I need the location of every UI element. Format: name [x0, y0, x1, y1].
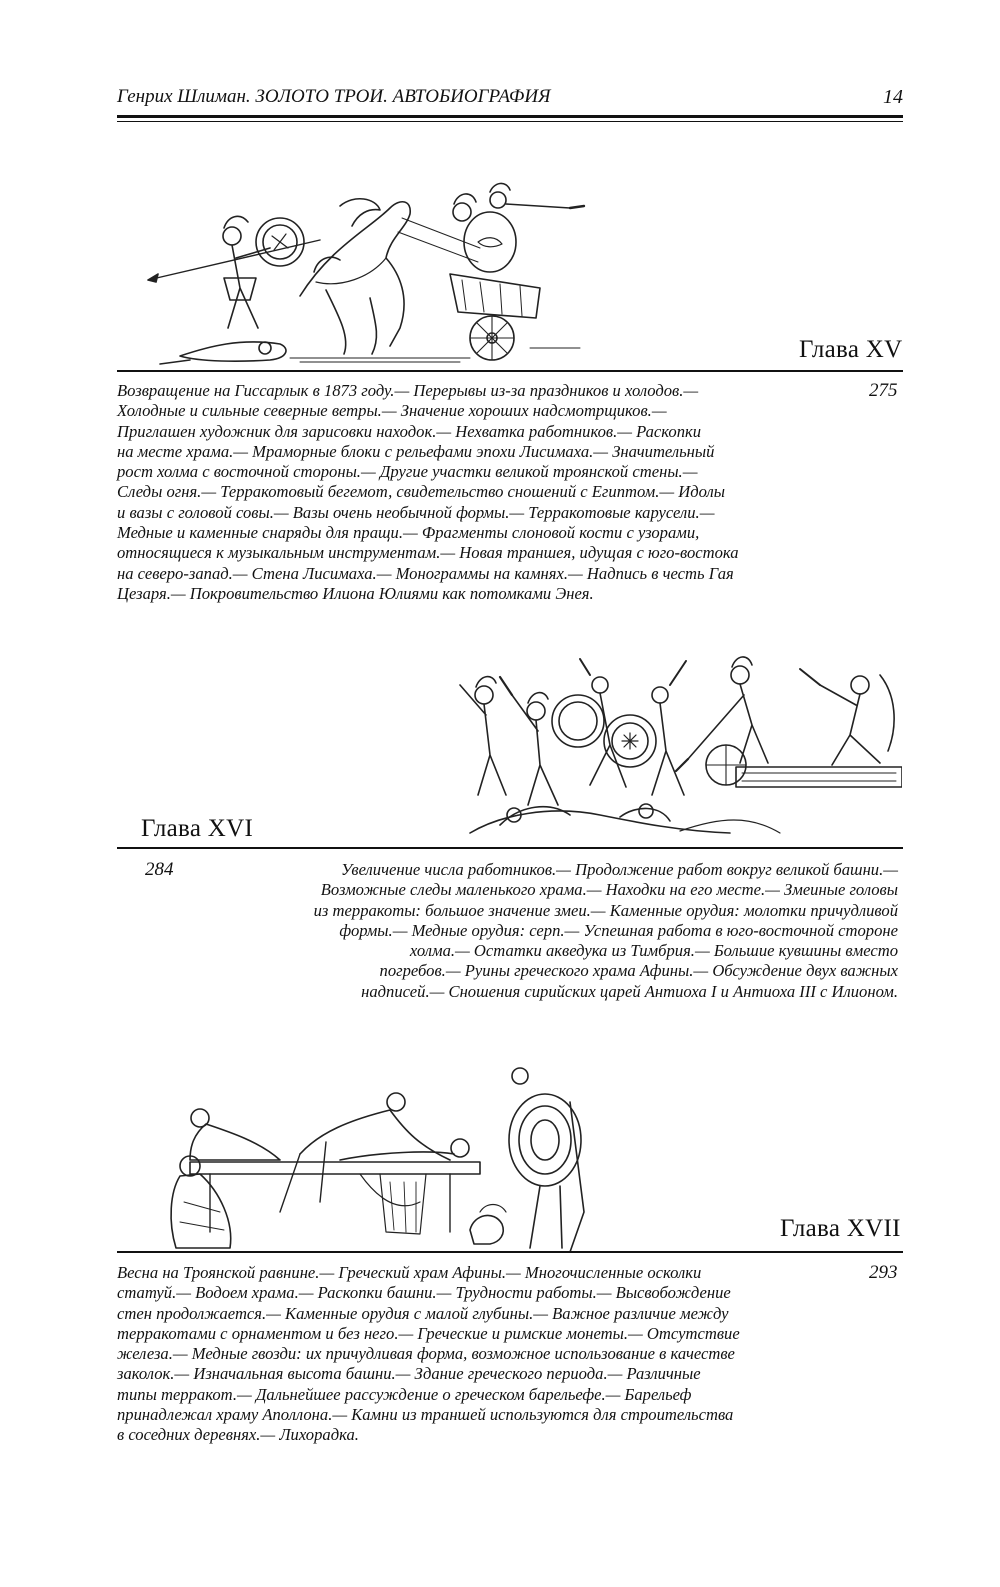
running-head: [117, 86, 903, 110]
mourning-scene-engraving: [150, 1062, 600, 1254]
page-number: 14: [883, 86, 903, 108]
summary-line: и вазы с головой совы.— Вазы очень необычной формы.— Терракотовые карусели.—: [117, 502, 715, 522]
chapter-xvii-page: 293: [869, 1262, 898, 1283]
running-title: Генрих Шлиман. ЗОЛОТО ТРОИ. АВТОБИОГРАФИЯ: [117, 86, 551, 107]
summary-line: Следы огня.— Терракотовый бегемот, свидетельство сношений с Египтом.— Идолы: [117, 482, 726, 502]
summary-line: принадлежал храму Аполлона.— Камни из траншей используются для строительства: [117, 1405, 734, 1425]
summary-line: надписей.— Сношения сирийских царей Антиоха I и Антиоха III с Илионом.: [361, 981, 898, 1001]
header-rule-thick: [117, 115, 903, 118]
summary-line: в соседних деревнях.— Лихорадка.: [117, 1425, 359, 1445]
summary-line: терракотами с орнаментом и без него.— Греческие и римские монеты.— Отсутствие: [117, 1323, 740, 1343]
summary-line: Увеличение числа работников.— Продолжение работ вокруг великой башни.—: [341, 860, 898, 879]
summary-line: Возвращение на Гиссарлык в 1873 году.— Перерывы из-за праздников и холодов.—: [117, 381, 699, 400]
chapter-xvii-summary: [117, 1263, 857, 1446]
summary-line: типы терракот.— Дальнейшее рассуждение о греческом барельефе.— Барельеф: [117, 1384, 692, 1404]
warriors-battle-engraving: [440, 655, 902, 843]
summary-line: статуй.— Водоем храма.— Раскопки башни.— Трудности работы.— Высвобождение: [117, 1283, 731, 1303]
chapter-xvi-rule: [117, 847, 903, 849]
summary-line: на северо-запад.— Стена Лисимаха.— Монограммы на камнях.— Надпись в честь Гая: [117, 563, 734, 583]
header-rule-thin: [117, 121, 903, 122]
summary-line: относящиеся к музыкальным инструментам.— Новая траншея, идущая с юго-востока: [117, 543, 739, 563]
chapter-xvi-page: 284: [145, 859, 174, 880]
summary-line: холма.— Остатки акведука из Тимбрия.— Большие кувшины вместо: [409, 941, 898, 961]
summary-line: погребов.— Руины греческого храма Афины.— Обсуждение двух важных: [379, 961, 898, 981]
summary-line: железа.— Медные гвозди: их причудливая форма, возможное использование в качестве: [117, 1344, 735, 1364]
summary-line: формы.— Медные орудия: серп.— Успешная работа в юго-восточной стороне: [339, 920, 898, 940]
summary-line: стен продолжается.— Каменные орудия с малой глубины.— Важное различие между: [117, 1303, 729, 1323]
summary-line: из терракоты: большое значение змеи.— Каменные орудия: молотки причудливой: [313, 900, 898, 920]
summary-line: Возможные следы маленького храма.— Находки на его месте.— Змеиные головы: [320, 880, 898, 900]
chapter-xvi-summary: [240, 860, 898, 1002]
chapter-xvii-rule: [117, 1251, 903, 1253]
chapter-xv-title: Глава XV: [799, 336, 903, 363]
chapter-xv-rule: [117, 370, 903, 372]
summary-line: Цезаря.— Покровительство Илиона Юлиями как потомками Энея.: [117, 583, 594, 603]
summary-line: Приглашен художник для зарисовки находок.— Нехватка работников.— Раскопки: [117, 421, 702, 441]
summary-line: Медные и каменные снаряды для пращи.— Фрагменты слоновой кости с узорами,: [117, 523, 700, 543]
summary-line: заколок.— Изначальная высота башни.— Здание греческого периода.— Различные: [117, 1364, 701, 1384]
summary-line: Холодные и сильные северные ветры.— Значение хороших надсмотрщиков.—: [117, 401, 667, 421]
summary-line: на месте храма.— Мраморные блоки с рельефами эпохи Лисимаха.— Значительный: [117, 441, 715, 461]
chariot-battle-engraving: [140, 178, 600, 370]
chapter-xvii-title: Глава XVII: [780, 1215, 901, 1242]
chapter-xv-page: 275: [869, 380, 898, 401]
chapter-xv-summary: [117, 381, 857, 604]
summary-line: рост холма с восточной стороны.— Другие участки великой троянской стены.—: [117, 462, 698, 482]
chapter-xvi-title: Глава XVI: [141, 815, 254, 842]
summary-line: Весна на Троянской равнине.— Греческий храм Афины.— Многочисленные осколки: [117, 1263, 702, 1282]
